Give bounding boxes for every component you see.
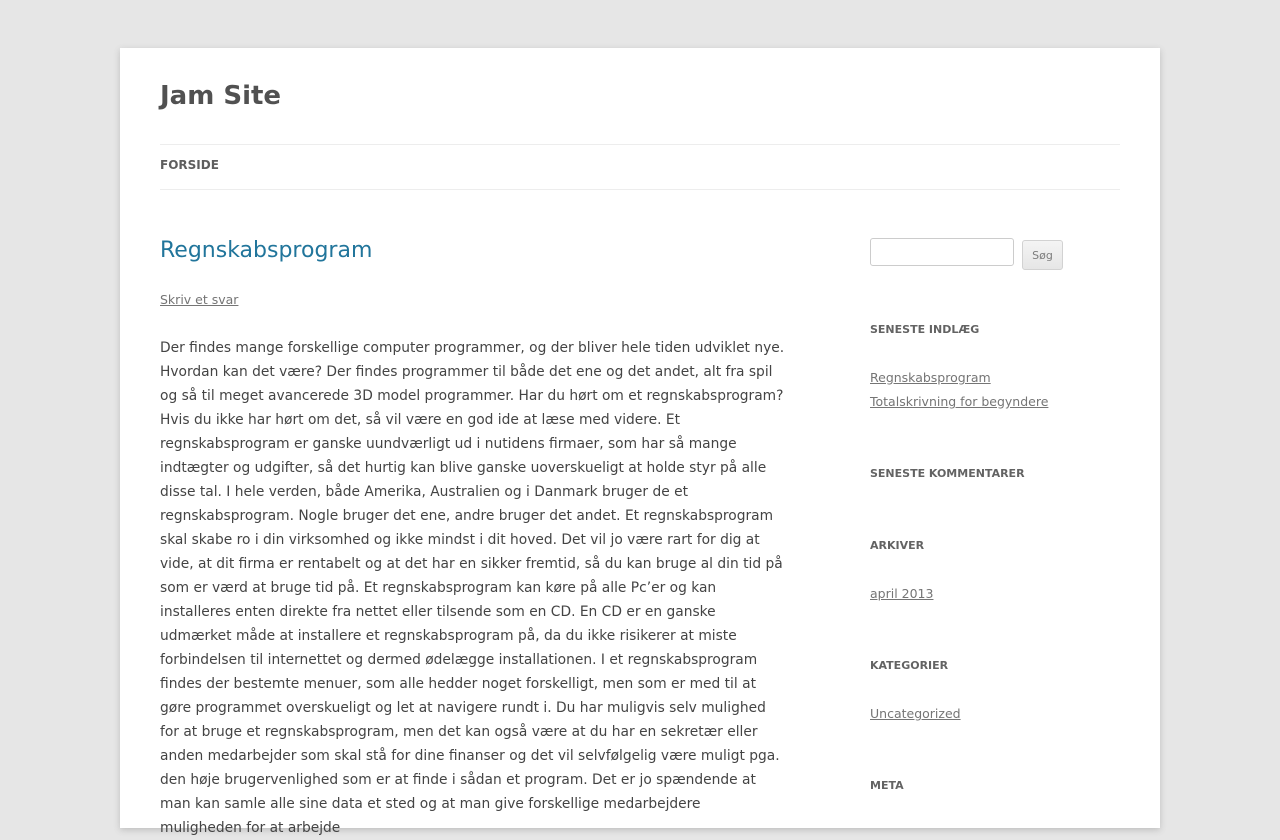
archive-link[interactable]: april 2013 bbox=[870, 586, 934, 601]
recent-post-link[interactable]: Totalskrivning for begyndere bbox=[870, 394, 1049, 409]
page-container bbox=[120, 48, 1160, 836]
site-title[interactable]: Jam Site bbox=[160, 81, 282, 111]
meta-heading: META bbox=[870, 779, 904, 792]
category-link[interactable]: Uncategorized bbox=[870, 706, 961, 721]
search-button[interactable]: Søg bbox=[1022, 240, 1063, 270]
recent-comments-heading: SENESTE KOMMENTARER bbox=[870, 467, 1025, 480]
recent-post-link[interactable]: Regnskabsprogram bbox=[870, 370, 991, 385]
reply-link[interactable]: Skriv et svar bbox=[160, 292, 239, 307]
nav-item-forside[interactable]: FORSIDE bbox=[160, 158, 219, 172]
search-input[interactable] bbox=[870, 238, 1014, 266]
post-content: Der findes mange forskellige computer programmer, og der bliver hele tiden udviklet nye. Hvordan kan det være? Der findes programmer til både det ene og det andet, alt fra spil og så til meget avancerede 3D model programmer. Har du hørt om et regnskabsprogram? Hvis du ikke har hørt om det, så vil være en god ide at læse med videre. Et regnskabsprogram er ganske uundværligt ud i nutidens firmaer, som har så mange indtægter og udgifter, så det hurtig kan blive ganske uoverskueligt at holde styr på alle disse tal. I hele verden, både Amerika, Australien og i Danmark bruger de et regnskabsprogram. Nogle bruger det ene, andre bruger det andet. Et regnskabsprogram skal skabe ro i din virksomhed og ikke mindst i dit hoved. Det vil jo være rart for dig at vide, at dit firma er rentabelt og at det har en sikker fremtid, så du kan bruge al din tid på som er værd at bruge tid på. Et regnskabsprogram kan køre på alle Pc’er og kan installeres enten direkte fra nettet eller tilsende som en CD. En CD er en ganske udmærket måde at installere et regnskabsprogram på, da du ikke risikerer at miste forbindelsen til internettet og dermed ødelægge installationen. I et regnskabsprogram findes der bestemte menuer, som alle hedder noget forskelligt, men som er med til at gøre programmet overskueligt og let at navigere rundt i. Du har muligvis selv mulighed for at bruge et regnskabsprogram, men det kan også være at du har en sekretær eller anden medarbejder som skal stå for dine finanser og det vil selvfølgelig være muligt pga. den høje brugervenlighed som er at finde i sådan et program. Det er jo spændende at man kan samle alle sine data et sted og at man give forskellige medarbejdere muligheden for at arbejde bbox=[160, 340, 785, 836]
categories-heading: KATEGORIER bbox=[870, 659, 949, 672]
main-navigation bbox=[160, 144, 1120, 190]
recent-posts-heading: SENESTE INDLÆG bbox=[870, 323, 980, 336]
post-title[interactable]: Regnskabsprogram bbox=[160, 238, 373, 263]
archives-heading: ARKIVER bbox=[870, 539, 925, 552]
